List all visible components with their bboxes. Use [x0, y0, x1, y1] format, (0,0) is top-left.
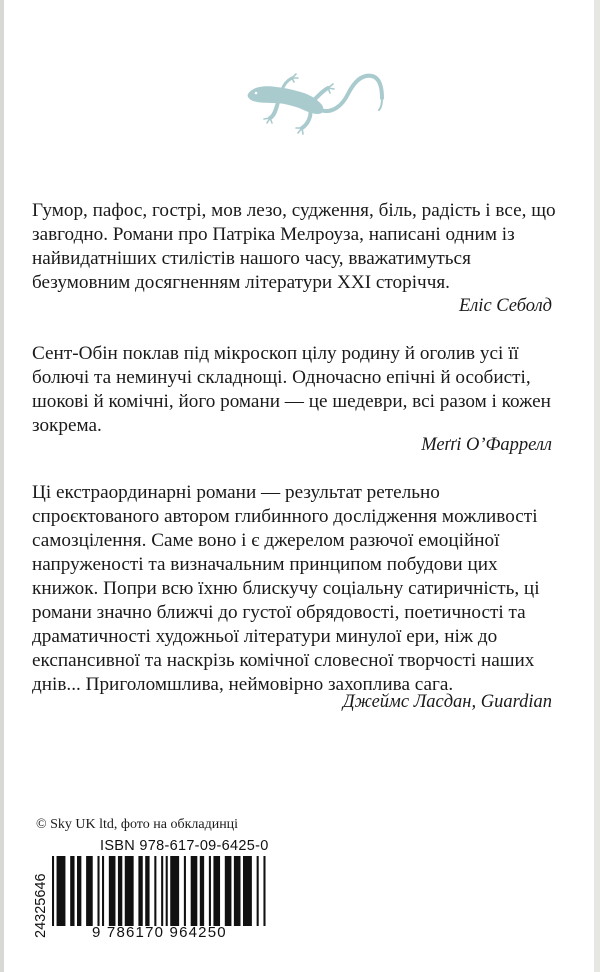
barcode-bar: [138, 856, 142, 926]
barcode-bar: [257, 856, 259, 926]
isbn-label: ISBN 978-617-09-6425-0: [100, 838, 269, 854]
barcode-bar: [243, 856, 252, 926]
barcode-bar: [70, 856, 74, 926]
barcode-bar: [170, 856, 179, 926]
quote-text-sebold: Гумор, пафос, гострі, мов лезо, судження, біль, радість і все, що завгодно. Романи про Патріка Мелроуза, написані одним із найвидатніших стилістів нашого часу, вважатимуться безумовним досягненням літератури XXI сторіччя.: [32, 200, 556, 293]
barcode-addon-text: 24325646: [33, 873, 49, 938]
barcode-bar: [234, 856, 241, 926]
barcode-bar: [97, 856, 99, 926]
barcode-addon-digits: [33, 838, 49, 938]
barcode-bar: [213, 856, 220, 926]
barcode-bar: [154, 856, 156, 926]
barcode-bar: [109, 856, 116, 926]
barcode-bar: [86, 856, 93, 926]
barcode-bar: [225, 856, 232, 926]
lizard-icon: [242, 66, 392, 150]
barcode-bar: [166, 856, 168, 926]
barcode-bar: [200, 856, 204, 926]
barcode-bar: [161, 856, 163, 926]
photo-credit: © Sky UK ltd, фото на обкладинці: [36, 817, 239, 832]
barcode-bars: [52, 856, 268, 926]
barcode-bar: [209, 856, 211, 926]
barcode-bar: [57, 856, 66, 926]
cover-left-edge: [0, 0, 4, 972]
barcode-bar: [77, 856, 81, 926]
quote-author-sebold: Еліс Себолд: [458, 296, 552, 316]
quote-author-ofarrell: Меґґі О’Фаррелл: [421, 435, 552, 455]
barcode-bar: [145, 856, 149, 926]
quote-author-lasdan: Джеймс Ласдан, Guardian: [342, 692, 552, 712]
isbn-barcode: [34, 836, 270, 942]
cover-right-edge: [594, 0, 600, 972]
quote-text-lasdan: Ці екстраординарні романи — результат ретельно спроєктованого автором глибинного дослідження можливості самозцілення. Саме воно і є джерелом разючої емоційної напруженості та визначальним принципом побудови цих книжок. Попри всю їхню блискучу соціальну сатиричність, ці романи значно ближчі до густої обрядовості, поетичності та драматичності художньої літератури минулої ери, ніж до експансивної та наскрізь комічної словесної творчості наших днів... Приголомшлива, неймовірно захоплива сага.: [32, 482, 540, 695]
barcode-bar: [102, 856, 104, 926]
barcode-bar: [125, 856, 134, 926]
barcode-bar: [191, 856, 198, 926]
barcode-bar: [118, 856, 122, 926]
barcode-bar: [184, 856, 186, 926]
barcode-bar: [52, 856, 54, 926]
barcode-bar: [263, 856, 265, 926]
barcode-number: 9 786170 964250: [92, 924, 227, 941]
quote-text-ofarrell: Сент-Обін поклав під мікроскоп цілу родину й оголив усі її болючі та неминучі складнощі. Одночасно епічні й особисті, шокові й комічні, його романи — це шедеври, всі разом і кожен зокрема.: [32, 343, 551, 436]
